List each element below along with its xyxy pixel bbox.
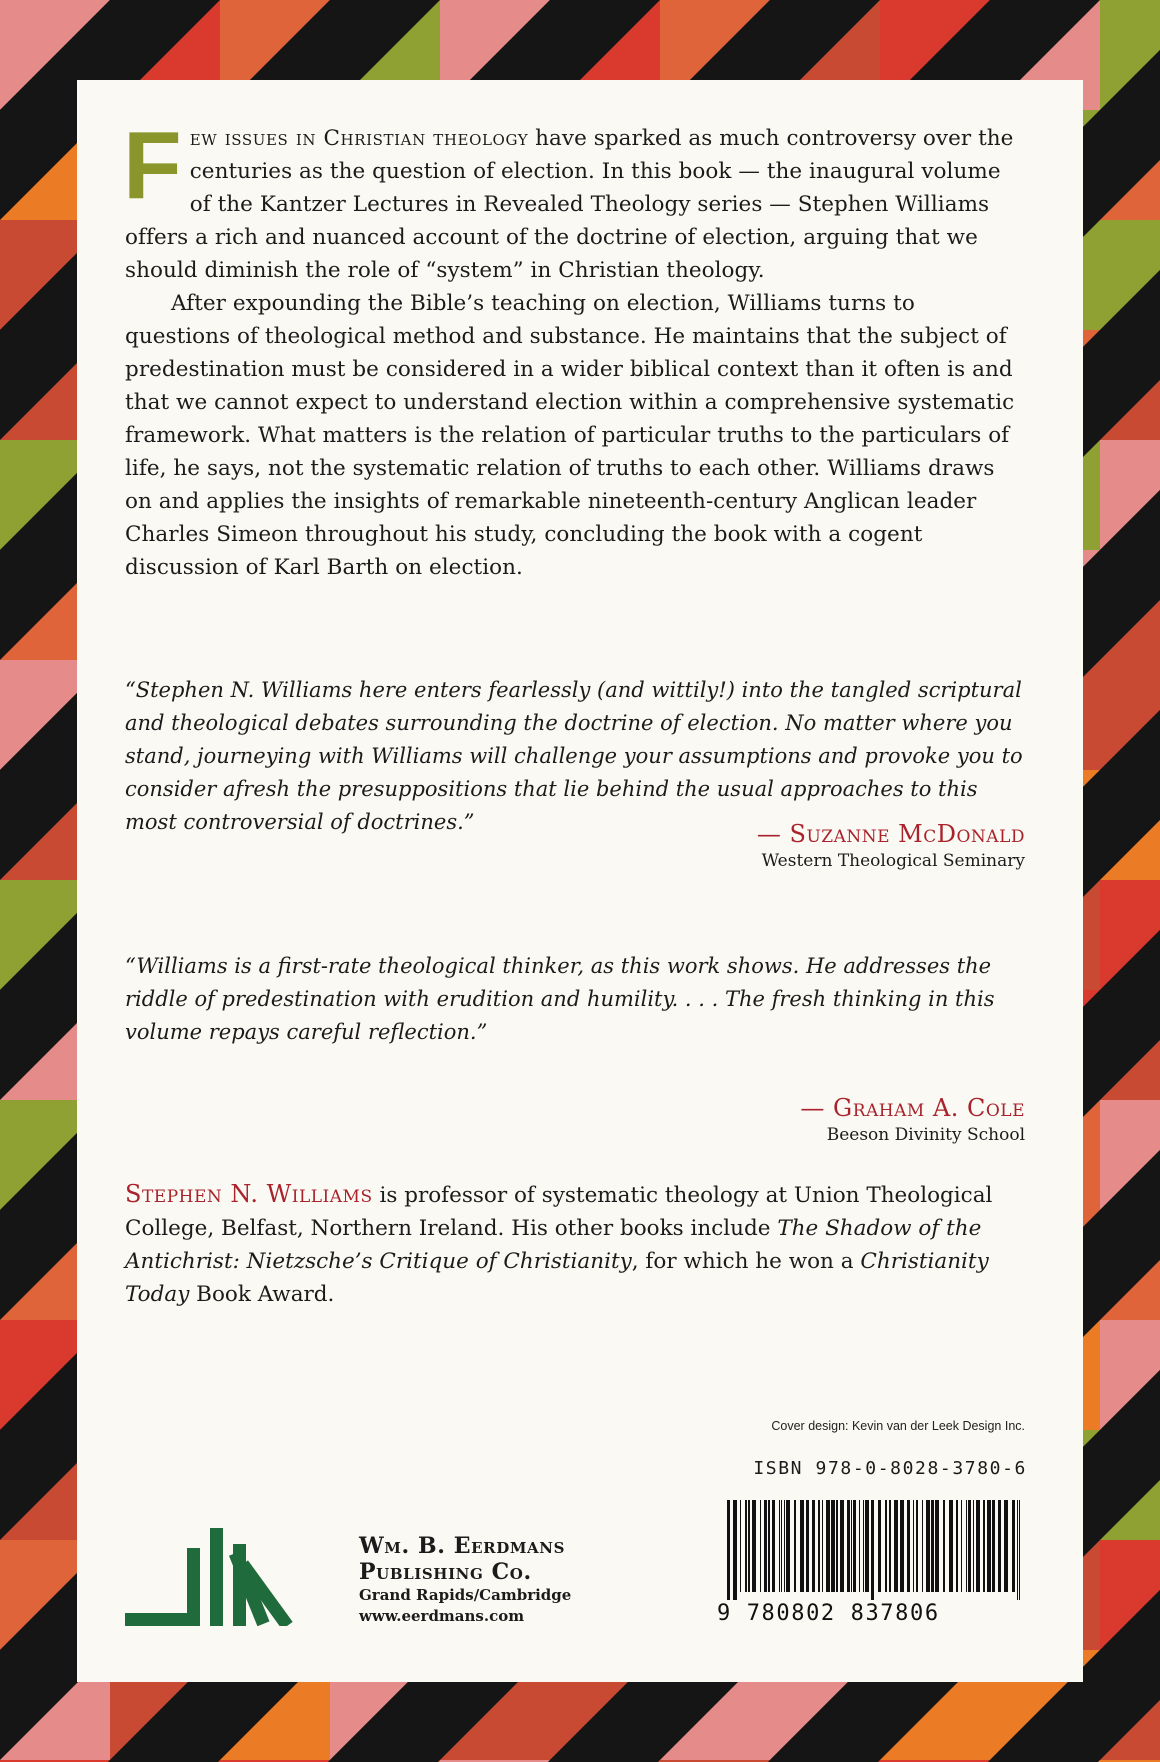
barcode-bar <box>913 1500 914 1592</box>
barcode-bar <box>760 1500 761 1592</box>
barcode-bar <box>1019 1500 1020 1600</box>
author-bio <box>125 1178 1025 1311</box>
barcode-bar <box>935 1500 939 1592</box>
endorsement-quote-2: “Williams is a first-rate theological thinker, as this work shows. He addresses the riddle of predestination with erudition and humility. . . . The fresh thinking in this volume repays careful reflection.” <box>125 954 995 1044</box>
publisher-location: Grand Rapids/Cambridge <box>359 1586 572 1604</box>
text-panel <box>77 80 1083 1682</box>
barcode-bar <box>900 1500 904 1592</box>
barcode-bar <box>966 1500 967 1592</box>
barcode-bar <box>949 1500 953 1592</box>
barcode-bar <box>916 1500 918 1592</box>
bio-text-3: Book Award. <box>189 1282 335 1307</box>
barcode-bar <box>885 1500 887 1592</box>
barcode-bar <box>748 1500 750 1592</box>
barcode-bar <box>772 1500 775 1592</box>
barcode-bar <box>831 1500 835 1592</box>
barcode-bar <box>922 1500 923 1592</box>
book-title-1: The Shadow of the Antichrist: Nietzsche’s Critique of Christianity <box>125 1216 982 1274</box>
barcode-bar <box>968 1500 971 1592</box>
barcode-bar <box>786 1500 790 1592</box>
endorser-affiliation-2: Beeson Divinity School <box>826 1125 1025 1145</box>
barcode-bar <box>812 1500 815 1592</box>
barcode-bar <box>836 1500 838 1592</box>
barcode-bar <box>806 1500 809 1592</box>
barcode-bar <box>871 1500 874 1600</box>
publisher-logo-icon <box>125 1516 350 1626</box>
cover-design-credit: Cover design: Kevin van der Leek Design Inc. <box>771 1419 1025 1433</box>
barcode-bar <box>907 1500 910 1592</box>
endorser-name-1: — Suzanne McDonald <box>756 820 1025 848</box>
barcode-bar <box>987 1500 991 1592</box>
endorser-name-2: — Graham A. Cole <box>800 1094 1025 1122</box>
publisher-name-line-2: Publishing Co. <box>359 1559 532 1585</box>
barcode-bar <box>768 1500 770 1592</box>
barcode-bar <box>894 1500 898 1592</box>
isbn-label: ISBN 978-0-8028-3780-6 <box>753 1458 1027 1479</box>
publisher-name-line-1: Wm. B. Eerdmans <box>359 1533 566 1559</box>
barcode-bar <box>822 1500 823 1592</box>
barcode-bar <box>865 1500 869 1592</box>
barcode-bar <box>851 1500 852 1592</box>
barcode-bar <box>800 1500 804 1592</box>
barcode-bar <box>973 1500 974 1592</box>
barcode-bar <box>818 1500 820 1592</box>
barcode-bar <box>998 1500 1001 1592</box>
barcode-bar <box>740 1500 741 1592</box>
barcode-bar <box>956 1500 958 1592</box>
barcode-bar <box>826 1500 830 1592</box>
barcode-bar <box>859 1500 860 1592</box>
book-description <box>123 112 1025 584</box>
barcode-bar <box>992 1500 995 1592</box>
barcode-bar <box>840 1500 844 1592</box>
barcode-number: 9 780802 837806 <box>717 1601 940 1626</box>
endorsement-attribution-1 <box>757 819 1025 873</box>
barcode-bar <box>847 1500 850 1592</box>
barcode-bar <box>781 1500 782 1592</box>
endorsement-quote-1: “Stephen N. Williams here enters fearlessly (and wittily!) into the tangled scriptural and theological debates surrounding the doctrine of election. No matter where you stand, journeying with Williams will challenge your assumptions and provoke you to consider afresh the presuppositions that lie behind the usual approaches to this most controversial of doctrines.” <box>125 678 1023 834</box>
bio-text-1: is professor of systematic theology at Union Theological College, Belfast, Northern Ireland. His other books include <box>125 1183 993 1241</box>
barcode-bar <box>853 1500 856 1592</box>
description-paragraph-1 <box>123 112 1025 287</box>
endorsement-attribution-2 <box>800 1093 1025 1147</box>
barcode-bar <box>779 1500 780 1592</box>
magazine-title: Christianity Today <box>125 1249 989 1307</box>
barcode <box>725 1500 1025 1600</box>
barcode-bar <box>961 1500 962 1592</box>
barcode-bar <box>784 1500 785 1592</box>
barcode-bar <box>943 1500 945 1592</box>
barcode-bar <box>794 1500 796 1592</box>
barcode-bar <box>878 1500 881 1592</box>
barcode-bar <box>733 1500 737 1600</box>
barcode-bar <box>764 1500 767 1592</box>
barcode-bar <box>752 1500 756 1592</box>
barcode-bar <box>1017 1500 1018 1600</box>
barcode-bar <box>889 1500 891 1592</box>
endorser-affiliation-1: Western Theological Seminary <box>761 851 1025 871</box>
publisher-website: www.eerdmans.com <box>359 1607 525 1625</box>
publisher-imprint <box>359 1533 571 1627</box>
barcode-bar <box>976 1500 980 1592</box>
barcode-bar <box>926 1500 930 1592</box>
barcode-bar <box>1004 1500 1008 1592</box>
barcode-bar <box>745 1500 747 1592</box>
drop-cap: F <box>123 112 182 219</box>
barcode-bar <box>1012 1500 1015 1592</box>
author-name: Stephen N. Williams <box>125 1180 373 1208</box>
barcode-bar <box>931 1500 934 1592</box>
description-paragraph-2: After expounding the Bible’s teaching on election, Williams turns to questions of theological method and substance. He maintains that the subject of predestination must be considered in a wider biblical context than it often is and that we cannot expect to understand election within a comprehensive systematic framework. What matters is the relation of particular truths to the particulars of life, he says, not the systematic relation of truths to each other. Williams draws on and applies the insights of remarkable nineteenth-century Anglican leader Charles Simeon throughout his study, concluding the book with a cogent discussion of Karl Barth on election. <box>125 291 1015 580</box>
description-p1-text: have sparked as much controversy over the centuries as the question of election. In this book — the inaugural volume of the Kantzer Lectures in Revealed Theology series — Stephen Williams offers a rich and nuanced account of the doctrine of election, arguing that we should diminish the role of “system” in Christian theology. <box>125 126 1014 283</box>
barcode-bar <box>863 1500 864 1592</box>
barcode-bar <box>727 1500 730 1600</box>
lead-in-smallcaps: ew issues in Christian theology <box>189 126 529 151</box>
bio-text-2: , for which he won a <box>631 1249 861 1274</box>
barcode-bar <box>983 1500 985 1592</box>
